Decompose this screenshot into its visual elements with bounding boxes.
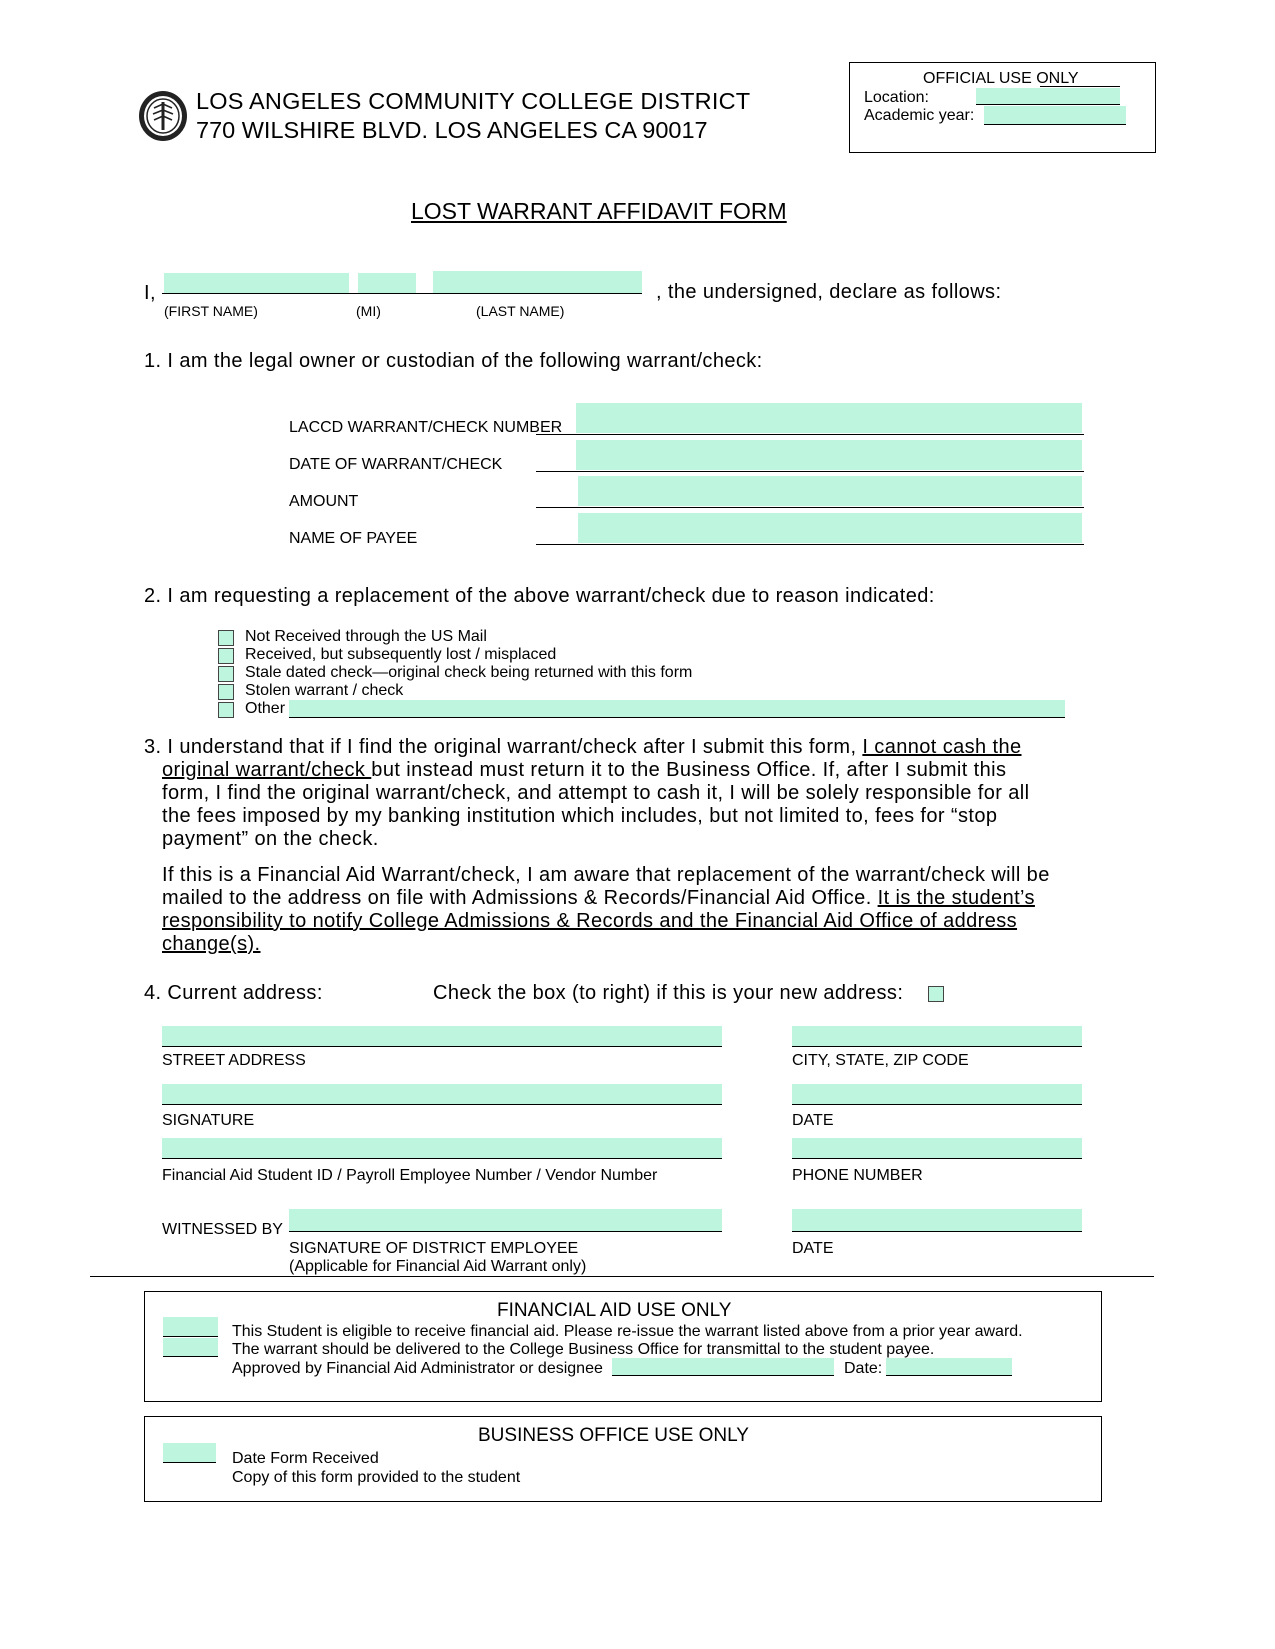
warrant-number-label: LACCD WARRANT/CHECK NUMBER	[289, 419, 563, 436]
org-name: LOS ANGELES COMMUNITY COLLEGE DISTRICT	[196, 88, 751, 114]
reason-checkbox-stale[interactable]	[218, 666, 234, 682]
s3-p1-underline-2: original warrant/check	[162, 759, 372, 781]
s3-p1-text-c: form, I find the original warrant/check, and attempt to cash it, I will be solely responsible for all	[162, 782, 1030, 804]
official-use-title: OFFICIAL USE ONLY	[923, 70, 1079, 87]
first-name-field[interactable]	[164, 273, 349, 293]
amount-line	[536, 507, 1084, 508]
last-name-field[interactable]	[433, 271, 642, 293]
academic-year-label: Academic year:	[864, 107, 975, 124]
financial-aid-check-1-line	[163, 1336, 218, 1337]
s3-p1-text-b: but instead must return it to the Business Office. If, after I submit this	[371, 759, 1007, 781]
academic-year-field[interactable]	[984, 106, 1126, 125]
location-label: Location:	[864, 89, 929, 106]
reason-checkbox-lost[interactable]	[218, 648, 234, 664]
payee-line	[536, 544, 1084, 545]
org-address: 770 WILSHIRE BLVD. LOS ANGELES CA 90017	[196, 117, 708, 143]
signature-line	[162, 1104, 722, 1105]
payee-field[interactable]	[578, 513, 1082, 543]
phone-number-line	[792, 1158, 1082, 1159]
s3-p1-text-a: 3. I understand that if I find the original warrant/check after I submit this form,	[144, 736, 863, 758]
city-state-zip-label: CITY, STATE, ZIP CODE	[792, 1052, 969, 1069]
section3-paragraph-1	[144, 736, 1029, 851]
s3-p1-text-d: the fees imposed by my banking institution which includes, but not limited to, fees for “stop	[162, 805, 998, 827]
student-id-field[interactable]	[162, 1138, 722, 1158]
fa-administrator-signature-line	[612, 1375, 834, 1376]
district-employee-signature-label: SIGNATURE OF DISTRICT EMPLOYEE	[289, 1240, 579, 1257]
district-seal-logo	[138, 90, 188, 142]
signature-field[interactable]	[162, 1084, 722, 1104]
warrant-date-line	[536, 471, 1084, 472]
financial-aid-line-2: The warrant should be delivered to the College Business Office for transmittal to the student payee.	[232, 1341, 935, 1358]
street-address-field[interactable]	[162, 1026, 722, 1046]
warrant-date-label: DATE OF WARRANT/CHECK	[289, 456, 503, 473]
amount-field[interactable]	[578, 476, 1082, 506]
section1-text: 1. I am the legal owner or custodian of the following warrant/check:	[144, 350, 763, 372]
witnessed-by-label: WITNESSED BY	[162, 1221, 283, 1238]
financial-aid-date-line	[886, 1375, 1012, 1376]
mi-field[interactable]	[358, 273, 416, 293]
financial-aid-line-3: Approved by Financial Aid Administrator or designee	[232, 1360, 603, 1377]
last-name-label: (LAST NAME)	[476, 303, 565, 319]
amount-label: AMOUNT	[289, 493, 359, 510]
financial-aid-check-2-line	[163, 1356, 218, 1357]
witness-date-label: DATE	[792, 1240, 834, 1257]
witness-date-line	[792, 1231, 1082, 1232]
warrant-date-field[interactable]	[576, 440, 1082, 470]
declaration-prefix: I,	[144, 282, 156, 304]
financial-aid-line-1: This Student is eligible to receive financial aid. Please re-issue the warrant listed above from a prior year award.	[232, 1323, 1023, 1340]
reason-lost-label: Received, but subsequently lost / misplaced	[245, 646, 557, 663]
reason-not-received-label: Not Received through the US Mail	[245, 628, 487, 645]
date-form-received-label: Date Form Received	[232, 1450, 379, 1467]
street-address-label: STREET ADDRESS	[162, 1052, 306, 1069]
city-state-zip-field[interactable]	[792, 1026, 1082, 1046]
payee-label: NAME OF PAYEE	[289, 530, 418, 547]
street-address-line	[162, 1046, 722, 1047]
date-field[interactable]	[792, 1084, 1082, 1104]
warrant-number-field[interactable]	[576, 403, 1082, 433]
city-state-zip-line	[792, 1046, 1082, 1047]
student-id-label: Financial Aid Student ID / Payroll Employee Number / Vendor Number	[162, 1167, 658, 1184]
new-address-check-text: Check the box (to right) if this is your new address:	[433, 982, 904, 1004]
business-office-check-line	[163, 1462, 216, 1463]
section2-text: 2. I am requesting a replacement of the above warrant/check due to reason indicated:	[144, 585, 935, 607]
academic-year-line	[984, 124, 1126, 125]
fa-administrator-signature-field[interactable]	[612, 1358, 834, 1375]
student-id-line	[162, 1158, 722, 1159]
name-line	[162, 293, 642, 294]
s3-p2-underline-1: It is the student’s	[877, 887, 1035, 909]
section4-label: 4. Current address:	[144, 982, 323, 1004]
copy-provided-label: Copy of this form provided to the student	[232, 1469, 521, 1486]
financial-aid-date-label: Date:	[844, 1360, 883, 1377]
official-title-underline	[1040, 86, 1120, 87]
warrant-number-line	[536, 434, 1084, 435]
form-title: LOST WARRANT AFFIDAVIT FORM	[411, 198, 787, 224]
financial-aid-title: FINANCIAL AID USE ONLY	[497, 1300, 732, 1321]
reason-stolen-label: Stolen warrant / check	[245, 682, 404, 699]
reason-stale-label: Stale dated check—original check being returned with this form	[245, 664, 693, 681]
s3-p2-text-a: If this is a Financial Aid Warrant/check, I am aware that replacement of the warrant/check will be	[162, 864, 1050, 886]
new-address-checkbox[interactable]	[928, 986, 944, 1002]
s3-p2-underline-2: responsibility to notify College Admissions & Records and the Financial Aid Office of address	[162, 910, 1018, 932]
witness-signature-field[interactable]	[289, 1209, 722, 1231]
financial-aid-check-2[interactable]	[163, 1338, 218, 1356]
s3-p1-text-e: payment” on the check.	[162, 828, 379, 850]
witness-signature-line	[289, 1231, 722, 1232]
mi-label: (MI)	[356, 303, 381, 319]
financial-aid-date-field[interactable]	[886, 1358, 1012, 1375]
business-office-check[interactable]	[163, 1443, 216, 1462]
s3-p2-underline-3: change(s).	[162, 933, 261, 955]
declaration-suffix: , the undersigned, declare as follows:	[656, 281, 1002, 303]
financial-aid-check-1[interactable]	[163, 1317, 218, 1336]
location-field[interactable]	[976, 88, 1120, 105]
reason-checkbox-other[interactable]	[218, 702, 234, 718]
s3-p2-text-b: mailed to the address on file with Admissions & Records/Financial Aid Office.	[162, 887, 878, 909]
section3-paragraph-2	[162, 864, 1050, 956]
other-reason-line	[289, 717, 1065, 718]
phone-number-field[interactable]	[792, 1138, 1082, 1158]
reason-checkbox-not-received[interactable]	[218, 630, 234, 646]
first-name-label: (FIRST NAME)	[164, 303, 258, 319]
financial-aid-applicable-note: (Applicable for Financial Aid Warrant only)	[289, 1258, 587, 1275]
location-line	[976, 104, 1120, 105]
phone-number-label: PHONE NUMBER	[792, 1167, 923, 1184]
signature-label: SIGNATURE	[162, 1112, 255, 1129]
reason-checkbox-stolen[interactable]	[218, 684, 234, 700]
date-label: DATE	[792, 1112, 834, 1129]
reason-other-label: Other	[245, 700, 286, 717]
other-reason-field[interactable]	[289, 700, 1065, 718]
date-line	[792, 1104, 1082, 1105]
business-office-title: BUSINESS OFFICE USE ONLY	[478, 1425, 749, 1446]
section-divider	[90, 1276, 1154, 1277]
s3-p1-underline-1: I cannot cash the	[862, 736, 1022, 758]
witness-date-field[interactable]	[792, 1209, 1082, 1231]
